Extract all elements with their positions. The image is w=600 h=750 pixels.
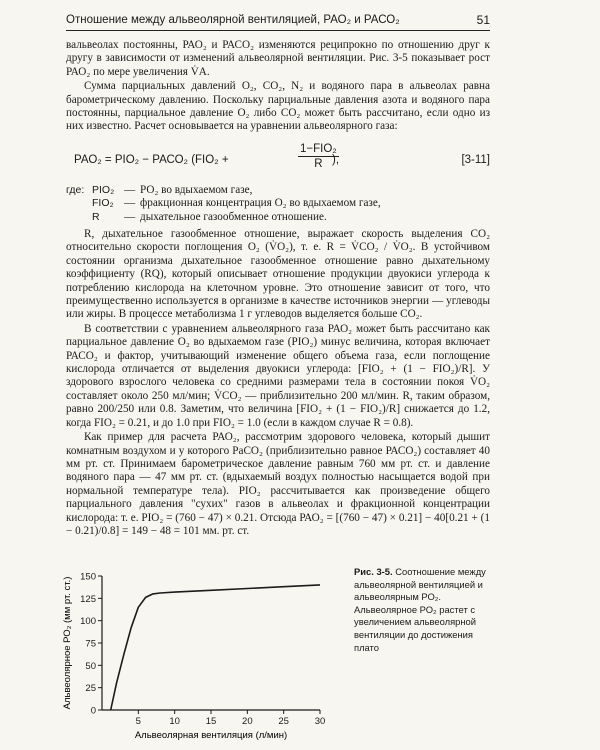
definition-dash: —	[124, 184, 136, 196]
definition-text: дыхательное газообменное отношение.	[140, 210, 327, 223]
x-tick-label: 20	[242, 716, 253, 727]
equation-numerator: 1−FIО₂	[300, 143, 337, 155]
text-block-top	[66, 39, 490, 135]
definition-row	[66, 197, 490, 210]
equation-tail: ),	[332, 154, 340, 166]
definition-text: РО₂ во вдыхаемом газе,	[140, 184, 253, 196]
y-tick-label: 50	[85, 660, 96, 672]
y-tick-label: 150	[80, 571, 96, 583]
y-tick-label: 125	[80, 593, 96, 605]
header-title: Отношение между альвеолярной вентиляцией, РАО₂ и РАСО₂	[66, 14, 400, 26]
x-tick-label: 25	[278, 716, 289, 727]
x-tick-label: 10	[169, 716, 180, 727]
chart-axes	[102, 576, 320, 710]
definitions-list	[66, 184, 490, 224]
definition-symbol: РIО₂	[92, 184, 115, 196]
figure-caption	[354, 566, 492, 654]
paragraph-1: вальвеолах постоянны, РАО₂ и РАСО₂ изменяются реципрокно по отношению друг к другу в зависимости от изменений альвеолярной вентиляции. Рис. 3-5 показывает рост РАО₂ по мере увеличения V̇А.	[66, 39, 490, 78]
caption-label: Рис. 3-5.	[354, 566, 393, 577]
series-line	[111, 585, 320, 710]
chart-series	[111, 585, 320, 710]
definition-row	[66, 211, 490, 224]
x-tick-label: 5	[135, 716, 141, 727]
y-tick-label: 0	[90, 705, 96, 717]
y-tick-label: 25	[85, 683, 96, 695]
chart-ticks	[80, 572, 325, 728]
equation-number: [3-11]	[461, 154, 490, 166]
caption-text: Соотношение между альвеолярной вентиляцией и альвеолярным РО₂. Альвеолярное РО₂ растет с увеличением альвеолярной вентиляции до достижения плато	[354, 566, 486, 653]
definition-lead: где:	[66, 184, 85, 196]
paragraph-5: Как пример для расчета РАО₂, рассмотрим здорового человека, который дышит комнатным воздухом и у которого РаСО₂ (приблизительно равное РАСО₂) составляет 40 мм рт. ст. Принимаем барометрическое давление равным 760 мм рт. ст. и давление водяного пара — 47 мм рт. ст. (вдыхаемый воздух полностью насыщается водой при нормальной температуре тела). РIО₂ рассчитывается как произведение общего парциального давления "сухих" газов в альвеолах и фракционной концентрации кислорода: т. е. РIО₂ = (760 − 47) × 0.21. Отсюда РАО₂ = [(760 − 47) × 0.21] − 40[0.21 + (1 − 0.21)/0.8] = 149 − 48 = 101 мм. рт. ст.	[66, 431, 490, 537]
x-axis-label: Альвеолярная вентиляция (л/мин)	[134, 730, 288, 741]
y-tick-label: 75	[85, 638, 96, 650]
definition-symbol: FIО₂	[92, 197, 114, 210]
paragraph-3: R, дыхательное газообменное отношение, выражает скорость выделения СО₂ относительно скорости поглощения О₂ (V̇О₂), т. е. R = V̇СО₂ / V̇О₂. В устойчивом состоянии организма дыхательное газообменное отношение равно дыхательному коэффициенту (RQ), который описывает отношение продукции двуокиси углерода к потреблению кислорода на клеточном уровне. Это отношение зависит от того, что преимущественно используется в организме в качестве источников энергии — углеводы или жиры. В процессе метаболизма 1 г углеводов выделяется больше СО₂.	[66, 228, 490, 321]
definition-text: фракционная концентрация О₂ во вдыхаемом газе,	[140, 197, 381, 210]
page-number: 51	[476, 13, 490, 27]
alveolar-gas-equation	[66, 143, 490, 179]
definition-row	[66, 184, 490, 197]
y-tick-label: 100	[80, 616, 96, 628]
definition-dash: —	[124, 197, 136, 210]
equation-denominator: R	[314, 158, 323, 170]
running-header	[66, 12, 490, 31]
y-axis-label: Альвеолярное РО₂ (мм рт. ст.)	[62, 576, 73, 710]
x-tick-label: 30	[314, 716, 326, 727]
definition-symbol: R	[92, 210, 100, 223]
paragraph-4: В соответствии с уравнением альвеолярного газа РАО₂ может быть рассчитано как парциальное давление О₂ во вдыхаемом газе (РIО₂) минус величина, которая включает РАСО₂ и фактор, учитывающий изменение общего объема газа, если поглощение кислорода отличается от выделения двуокиси углерода: [FIО₂ + (1 − FIО₂)/R]. У здорового взрослого человека со средними размерами тела в состоянии покоя V̇О₂ составляет около 250 мл/мин; V̇СО₂ — приблизительно 200 мл/мин. R, таким образом, равно 200/250 или 0.8. Заметим, что величина [FIО₂ + (1 − FIО₂)/R] снижается до 1.2, когда FIО₂ = 0.21, и до 1.0 при FIО₂ = 1.0 (если в каждом случае R = 0.8).	[66, 322, 490, 429]
definition-dash: —	[124, 210, 136, 223]
text-block-bottom	[66, 228, 490, 539]
alveolar-po2-chart	[56, 566, 346, 750]
equation-lhs: РАО₂ = РIО₂ − РАСО₂ (FIО₂ +	[74, 154, 229, 166]
x-tick-label: 15	[205, 716, 217, 727]
paragraph-2: Сумма парциальных давлений О₂, СО₂, N₂ и водяного пара в альвеолах равна барометрическому давлению. Поскольку парциальные давления азота и водяного пара постоянны, парциальное давление О₂ либо СО₂ может быть рассчитано, если одно из них известно. Расчет основывается на уравнении альвеолярного газа:	[66, 80, 490, 133]
